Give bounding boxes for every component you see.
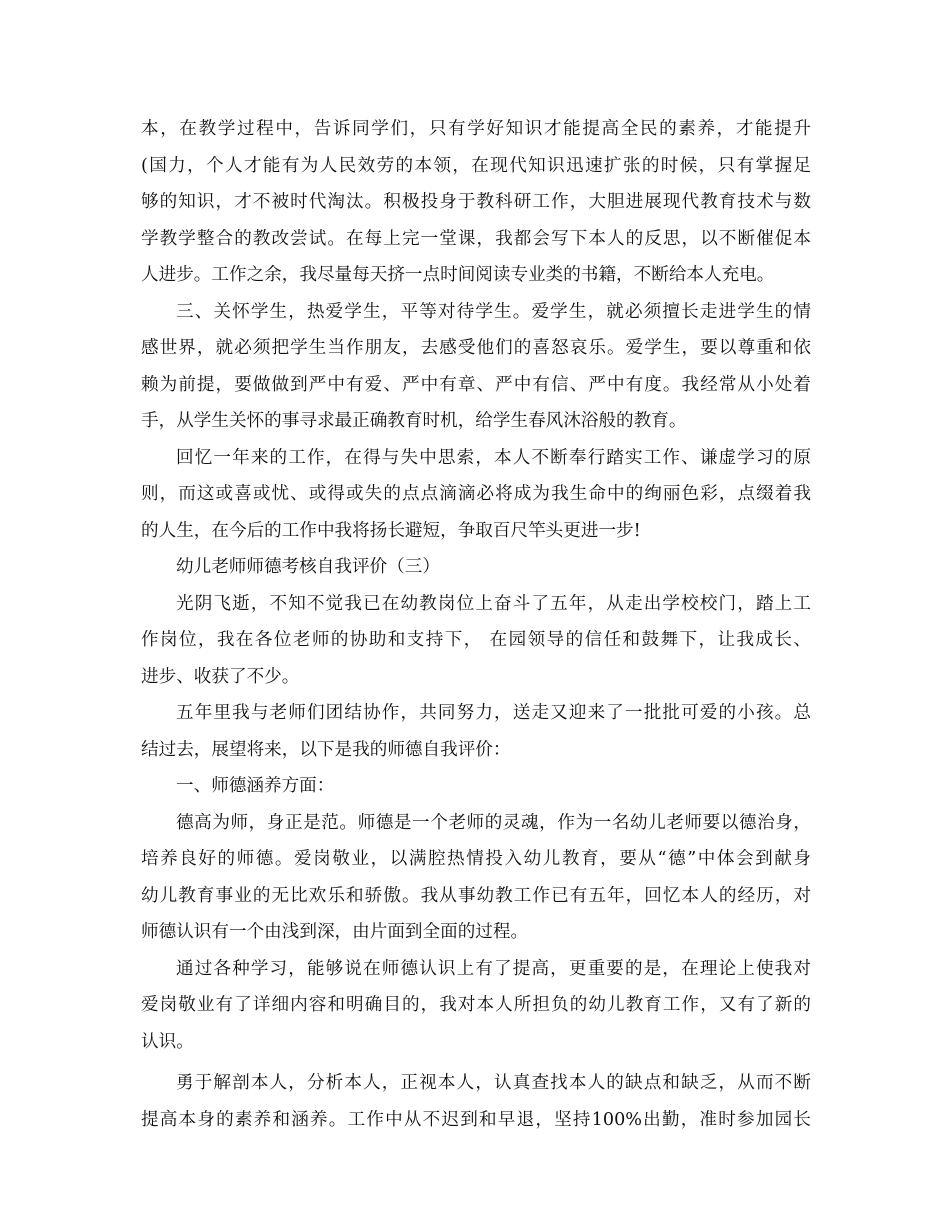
text-line: 师德认识有一个由浅到深，由片面到全面的过程。	[141, 922, 529, 942]
text-line: 结过去，展望将来，以下是我的师德自我评价：	[141, 739, 511, 760]
text-line: 勇于解剖本人，分析本人，正视本人，认真查找本人的缺点和缺乏，从而不断	[176, 1073, 811, 1093]
text-line: 作岗位，我在各位老师的协助和支持下， 在园领导的信任和鼓舞下，让我成长、	[141, 630, 811, 650]
text-line: 培养良好的师德。爱岗敬业，以满腔热情投入幼儿教育，要从“德”中体会到献身	[141, 849, 811, 869]
text-line: 幼儿老师师德考核自我评价（三）	[176, 557, 440, 577]
text-line: 爱岗敬业有了详细内容和明确目的，我对本人所担负的幼儿教育工作，又有了新的	[141, 995, 811, 1015]
text-line: 本，在教学过程中，告诉同学们，只有学好知识才能提高全民的素养，才能提升	[141, 119, 811, 139]
text-line: 光阴飞逝，不知不觉我已在幼教岗位上奋斗了五年，从走出学校校门，踏上工	[176, 593, 811, 614]
text-line: 则，而这或喜或忧、或得或失的点点滴滴必将成为我生命中的绚丽色彩，点缀着我	[141, 484, 811, 504]
text-line: 提高本身的素养和涵养。工作中从不迟到和早退，坚持100%出勤，准时参加园长	[141, 1109, 811, 1130]
text-line: 通过各种学习，能够说在师德认识上有了提高，更重要的是，在理论上使我对	[176, 958, 811, 979]
text-line: 赖为前提，要做做到严中有爱、严中有章、严中有信、严中有度。我经常从小处着	[141, 374, 811, 395]
text-line: 五年里我与老师们团结协作，共同努力，送走又迎来了一批批可爱的小孩。总	[176, 703, 811, 723]
text-line: 一、师德涵养方面：	[176, 776, 335, 796]
text-line: 学教学整合的教改尝试。在每上完一堂课，我都会写下本人的反思，以不断催促本	[141, 228, 811, 249]
text-line: 手，从学生关怀的事寻求最正确教育时机，给学生春风沐浴般的教育。	[141, 411, 687, 431]
text-line: 人进步。工作之余，我尽量每天挤一点时间阅读专业类的书籍，不断给本人充电。	[141, 265, 775, 285]
text-line: 认识。	[141, 1031, 194, 1052]
text-line: 德高为师，身正是范。师德是一个老师的灵魂，作为一名幼儿老师要以德治身，	[176, 812, 811, 833]
text-line: 的人生，在今后的工作中我将扬长避短，争取百尺竿头更进一步!	[141, 520, 641, 541]
text-line: 够的知识，才不被时代淘汰。积极投身于教科研工作，大胆进展现代教育技术与数	[141, 192, 811, 212]
text-line: 回忆一年来的工作，在得与失中思索，本人不断奉行踏实工作、谦虚学习的原	[176, 447, 811, 468]
document-body	[141, 111, 811, 1138]
text-line: 幼儿教育事业的无比欢乐和骄傲。我从事幼教工作已有五年，回忆本人的经历，对	[141, 885, 811, 906]
text-line: 进步、收获了不少。	[141, 666, 300, 687]
text-line: (国力，个人才能有为人民效劳的本领，在现代知识迅速扩张的时候，只有掌握足	[141, 155, 811, 176]
text-line: 感世界，就必须把学生当作朋友，去感受他们的喜怒哀乐。爱学生，要以尊重和依	[141, 338, 811, 358]
text-line: 三、关怀学生，热爱学生，平等对待学生。爱学生，就必须擅长走进学生的情	[176, 301, 811, 322]
